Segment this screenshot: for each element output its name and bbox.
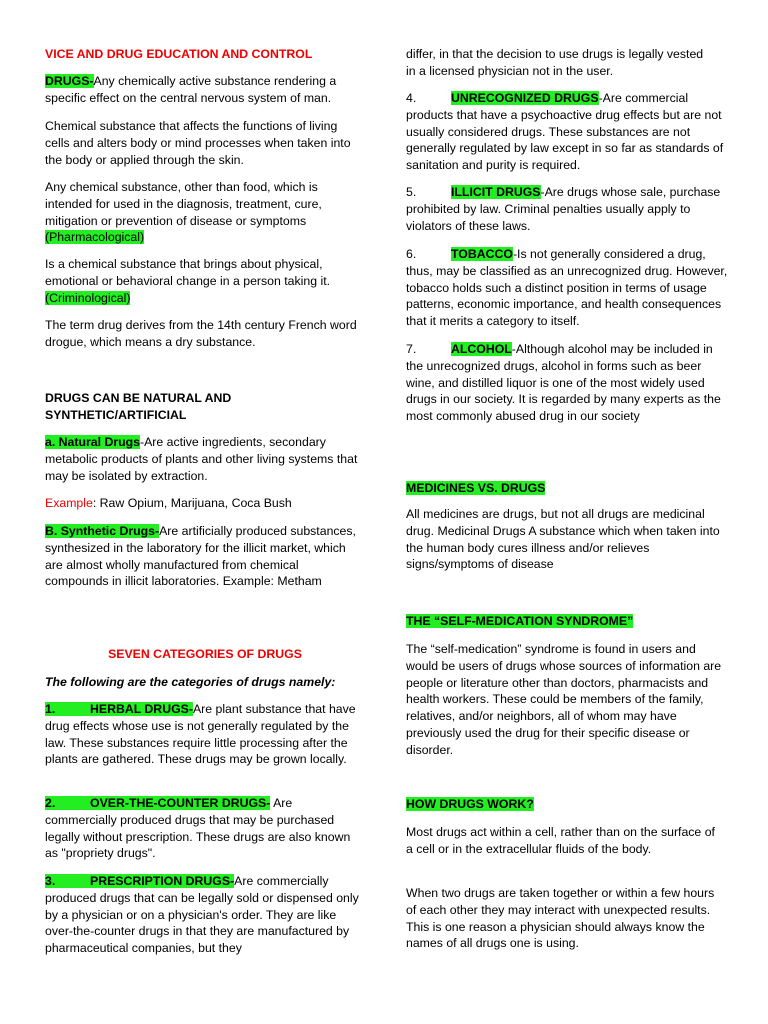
synthetic-drugs-def: Are artificially produced substances, synthesized in the laboratory for the illicit market, which are almost wholly manufactured from chemical compounds in illicit laboratories. Example: Metham [45,524,356,589]
prescription-term: PRESCRIPTION DRUGS- [90,874,235,888]
herbal-def: Are plant substance that have drug effects whose use is not generally regulated by the law. These substances require little processing after the plants are gathered. These drugs may be grown locally. [45,702,356,767]
synthetic-drugs-paragraph [45,523,365,590]
prescription-def: Are commercially produced drugs that can be legally sold or dispensed only by a physician or on a physician's order. They are like over-the-counter drugs in that they are manufactured by pharmaceutical companies, but they [45,874,359,956]
unrecognized-number: 4. [406,91,417,105]
category-unrecognized [406,90,726,174]
tobacco-def: -Is not generally considered a drug, thus, may be classified as an unrecognized drug. However, tobacco holds such a distinct position in terms of usage patterns, economic importance, and health consequences that it merits a category to itself. [406,247,728,329]
unrecognized-def: -Are commercial products that have a psychoactive drug effects but are not usually considered drugs. These substances are not generally regulated by law except in so far as standards of sanitation and purity is required. [406,91,724,173]
how-drugs-work-heading [406,796,534,813]
self-medication-paragraph: The “self-medication” syndrome is found in users and would be users of drugs whose sources of information are people or literature other than doctors, pharmacists and health workers. These could be members of the family, relatives, and/or neighbors, all of whom may have previously used the drug for their specific disease or disorder. [406,642,722,757]
illicit-term: ILLICIT DRUGS [451,185,541,199]
herbal-number: 1. [45,702,56,716]
definition-paragraph-2: Chemical substance that affects the functions of living cells and alters body or mind processes when taken into the body or applied through the skin. [45,119,351,167]
example-paragraph [45,495,365,512]
para3-text: Any chemical substance, other than food, which is intended for used in the diagnosis, treatment, cure, mitigation or prevention of disease or symptoms [45,180,322,228]
otc-def: Are commercially produced drugs that may be purchased legally without prescription. These drugs are also known as "propriety drugs". [45,796,351,861]
synthetic-drugs-term: B. Synthetic Drugs- [45,524,160,538]
unrecognized-term: UNRECOGNIZED DRUGS [451,91,599,105]
medicines-paragraph: All medicines are drugs, but not all drugs are medicinal drug. Medicinal Drugs A substance which when taken into the human body cures illness and/or relieves signs/symptoms of disease [406,507,720,572]
tobacco-number: 6. [406,247,417,261]
criminological-tag: (Criminological) [45,290,131,305]
category-illicit [406,184,726,234]
herbal-term-highlight [45,702,193,716]
natural-drugs-term: a. Natural Drugs [45,435,140,449]
category-herbal [45,701,365,768]
illicit-number: 5. [406,185,417,199]
self-medication-heading [406,613,633,630]
example-text: : Raw Opium, Marijuana, Coca Bush [92,496,292,510]
otc-number: 2. [45,796,56,810]
seven-categories-title: SEVEN CATEGORIES OF DRUGS [108,647,302,661]
definition-paragraph-4 [45,256,365,306]
tobacco-term: TOBACCO [451,247,513,261]
category-alcohol [406,341,726,425]
etymology-paragraph: The term drug derives from the 14th century French word drogue, which means a dry substance. [45,318,357,349]
alcohol-term: ALCOHOL [451,342,512,356]
otc-term: OVER-THE-COUNTER DRUGS- [90,796,271,810]
illicit-def: -Are drugs whose sale, purchase prohibited by law. Criminal penalties usually apply to violators of these laws. [406,185,721,233]
seven-categories-intro: The following are the categories of drugs namely: [45,675,336,689]
category-otc [45,795,365,862]
otc-term-highlight [45,796,270,810]
prescription-number: 3. [45,874,56,888]
category-tobacco [406,246,728,330]
para4-text: Is a chemical substance that brings about physical, emotional or behavioral change in a person taking it. [45,257,331,288]
category-prescription [45,873,365,957]
drugs-def-text: Any chemically active substance rendering a specific effect on the central nervous system of man. [45,74,337,105]
how-drugs-work-paragraph-1: Most drugs act within a cell, rather than on the surface of a cell or in the extracellular fluids of the body. [406,825,715,856]
example-label: Example [45,496,93,510]
natural-drugs-paragraph [45,434,365,484]
medicines-heading-text: MEDICINES VS. DRUGS [406,481,546,495]
natural-drugs-def: -Are active ingredients, secondary metabolic products of plants and other living systems that may be isolated by extraction. [45,435,358,483]
drugs-term: DRUGS- [45,74,94,88]
natural-synthetic-heading: DRUGS CAN BE NATURAL AND SYNTHETIC/ARTIFICIAL [45,391,232,422]
prescription-term-highlight [45,874,234,888]
self-medication-heading-text: THE “SELF-MEDICATION SYNDROME” [406,614,634,628]
herbal-term: HERBAL DRUGS- [90,702,193,716]
how-drugs-work-paragraph-2: When two drugs are taken together or within a few hours of each other they may interact with unexpected results. This is one reason a physician should always know the names of all drugs one is using. [406,886,715,951]
definition-paragraph-3 [45,179,365,246]
drugs-definition [45,73,365,107]
how-drugs-work-heading-text: HOW DRUGS WORK? [406,797,534,811]
pharmacological-tag: (Pharmacological) [45,230,145,245]
prescription-continued: differ, in that the decision to use drugs is legally vested in a licensed physician not in the user. [406,47,704,78]
document-title: VICE AND DRUG EDUCATION AND CONTROL [45,47,313,61]
alcohol-number: 7. [406,342,417,356]
alcohol-def: -Although alcohol may be included in the unrecognized drugs, alcohol in forms such as beer wine, and distilled liquor is one of the most widely used drugs in our society. It is regarded by many experts as the most commonly abused drug in our society [406,342,721,424]
medicines-vs-drugs-heading [406,480,545,497]
